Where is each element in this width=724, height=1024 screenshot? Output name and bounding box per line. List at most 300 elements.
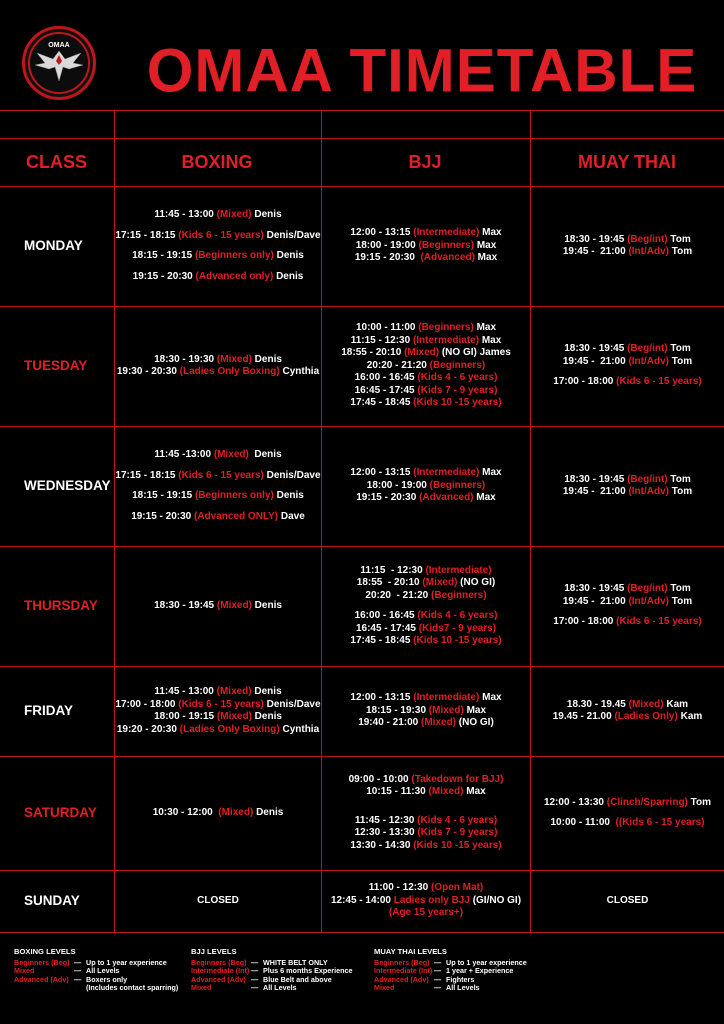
schedule-cell-muay-thai — [531, 756, 724, 870]
schedule-cell-bjj — [322, 306, 530, 426]
class-time: 16:45 - 17:45 — [354, 384, 418, 396]
class-entry — [154, 600, 282, 613]
class-time: 18:30 - 19:45 — [564, 473, 628, 485]
legend-desc: WHITE BELT ONLY — [263, 958, 328, 968]
class-time: CLOSED — [197, 894, 239, 906]
class-level: (Beginners only) — [194, 490, 274, 501]
legend-dash: — — [251, 958, 259, 968]
class-time: 18:15 - 19:15 — [132, 490, 195, 501]
class-entry — [369, 882, 483, 895]
class-instructor: (NO GI) James — [439, 347, 511, 359]
class-time: 16:45 - 17:45 — [355, 622, 419, 634]
class-entry — [131, 511, 305, 524]
schedule-cell-bjj — [322, 546, 530, 666]
class-instructor: Tom — [669, 355, 693, 367]
class-instructor: Kam — [677, 711, 703, 722]
class-time: 18:30 - 19:45 — [154, 599, 217, 611]
class-instructor: Denis — [251, 353, 282, 365]
class-level: (Beginners only) — [194, 250, 274, 261]
class-entry — [115, 699, 320, 712]
class-entry — [115, 230, 320, 243]
class-instructor: Cynthia — [279, 366, 320, 377]
class-level: (Beg/int) — [627, 343, 668, 355]
class-entry — [154, 354, 282, 367]
legend-title: BOXING LEVELS — [14, 947, 76, 956]
header-boxing: BOXING — [181, 151, 253, 172]
legend-dash: — — [434, 974, 442, 984]
legend-title: MUAY THAI LEVELS — [374, 947, 447, 956]
class-instructor: Denis — [248, 449, 282, 460]
class-entry — [553, 376, 701, 389]
class-level: (Open Mat) — [431, 882, 484, 894]
logo-text: OMAA — [48, 42, 70, 49]
class-instructor: Tom — [687, 796, 712, 808]
day-label: SATURDAY — [24, 804, 97, 820]
day-label: WEDNESDAY — [24, 477, 111, 493]
class-time: 18:15 - 19:15 — [132, 250, 195, 261]
class-level: (Int/Adv) — [628, 486, 669, 497]
schedule-cell-bjj — [322, 186, 530, 306]
class-entry — [197, 895, 239, 908]
class-time: 19.45 - 21.00 — [552, 711, 615, 722]
class-entry — [350, 635, 501, 648]
class-entry — [367, 480, 485, 493]
legend-title: BJJ LEVELS — [191, 947, 237, 956]
class-level: (Int/Adv) — [628, 595, 669, 607]
class-instructor: Denis — [251, 209, 282, 220]
class-level: (Mixed) — [428, 704, 464, 716]
class-entry — [115, 470, 320, 483]
class-time: 11:45 - 13:00 — [154, 686, 217, 697]
day-label: TUESDAY — [24, 357, 88, 373]
schedule-cell-muay-thai — [531, 306, 724, 426]
class-level: (Kids 6 - 15 years) — [178, 229, 264, 241]
class-time: 16:00 - 16:45 — [354, 372, 418, 384]
class-time: 12:30 - 13:30 — [354, 827, 418, 839]
class-entry — [154, 449, 281, 462]
class-instructor: Max — [473, 322, 497, 334]
class-level: (Mixed) — [428, 786, 464, 798]
class-instructor: Denis — [251, 686, 282, 697]
class-instructor: Max — [474, 252, 498, 264]
class-entry — [607, 895, 649, 908]
class-instructor: Denis — [273, 250, 304, 261]
class-instructor: Cynthia — [279, 723, 320, 735]
class-time: 12:00 - 13:15 — [350, 692, 414, 704]
class-level: (Ladies Only Boxing) — [179, 366, 280, 377]
class-time: 17:00 - 18:00 — [553, 616, 617, 628]
class-instructor: Denis/Dave — [263, 229, 321, 241]
class-time: CLOSED — [606, 894, 649, 906]
class-level: (Takedown for BJJ) — [411, 773, 504, 785]
class-level: (Advanced ONLY) — [194, 510, 279, 522]
grid-line — [0, 110, 724, 111]
class-level: (Mixed) — [218, 806, 254, 818]
class-time: 19:45 - 21:00 — [562, 595, 629, 607]
class-level: (Clinch/Sparring) — [606, 796, 688, 808]
class-entry — [567, 699, 688, 712]
class-level: (Kids7 - 9 years) — [418, 622, 497, 634]
schedule-cell-bjj — [322, 870, 530, 932]
class-time: 18:30 - 19:45 — [564, 233, 628, 245]
class-level: (Mixed) — [216, 599, 252, 611]
legend-key: Intermediate (Int) — [374, 966, 433, 976]
legend-key: Mixed — [191, 982, 212, 992]
legend-key: Advanced (Adv) — [374, 974, 429, 984]
class-instructor: (NO GI) — [457, 577, 496, 588]
class-entry — [356, 322, 496, 335]
class-level: (Kids 10 -15 years) — [413, 397, 502, 409]
legend-key: Advanced (Adv) — [14, 974, 69, 984]
class-entry — [351, 335, 502, 348]
class-level: (Intermediate) — [413, 227, 480, 239]
class-level: ((Kids 6 - 15 years) — [615, 817, 705, 828]
legend-desc: Boxers only — [86, 974, 128, 984]
legend-dash: — — [251, 974, 259, 984]
schedule-cell-muay-thai — [531, 870, 724, 932]
schedule-cell-boxing — [115, 756, 321, 870]
class-entry — [357, 577, 495, 590]
class-level: (Ladies Only Boxing) — [179, 723, 280, 735]
class-level: (Intermediate) — [425, 564, 492, 576]
class-time: 17:15 - 18:15 — [115, 469, 179, 481]
class-entry — [389, 907, 463, 920]
schedule-cell-boxing — [115, 546, 321, 666]
schedule-cell-muay-thai — [531, 426, 724, 546]
class-time: 19:45 - 21:00 — [562, 246, 629, 257]
class-level: (Int/Adv) — [628, 355, 669, 367]
legend-desc: All Levels — [263, 982, 297, 992]
class-time: 16:00 - 16:45 — [354, 610, 418, 621]
legend-dash — [74, 984, 86, 992]
class-level: (Kids 4 - 6 years) — [417, 610, 498, 621]
class-entry — [564, 343, 691, 356]
class-time: 11:45 -13:00 — [154, 449, 214, 460]
class-entry — [360, 565, 491, 578]
class-level: (Beginners) — [418, 322, 474, 334]
legend-desc: All Levels — [86, 966, 120, 976]
class-entry — [553, 616, 701, 629]
legend-desc: (Includes contact sparring) — [86, 982, 179, 992]
class-time: 18:00 - 19:15 — [154, 711, 217, 722]
class-time: 11:00 - 12:30 — [368, 882, 432, 894]
class-entry — [154, 686, 281, 699]
class-entry — [117, 366, 319, 379]
class-time: 11:45 - 12:30 — [354, 814, 418, 826]
class-entry — [544, 797, 711, 810]
class-time: 18:55 - 20:10 — [356, 577, 423, 588]
schedule-cell-boxing — [115, 186, 321, 306]
class-level: (Ladies Only) — [614, 711, 678, 722]
class-instructor: Denis — [273, 490, 304, 501]
class-time: 10:15 - 11:30 — [366, 786, 429, 798]
schedule-cell-bjj — [322, 756, 530, 870]
class-level: (Mixed) — [216, 686, 252, 697]
legend-key — [14, 984, 74, 992]
class-instructor: Tom — [667, 233, 691, 245]
class-level: (Mixed) — [422, 577, 458, 588]
class-instructor: Tom — [667, 473, 691, 485]
schedule-cell-boxing — [115, 306, 321, 426]
class-level: (Beginners) — [429, 359, 486, 371]
legend-desc: Up to 1 year experience — [86, 958, 167, 968]
class-time: 19:15 - 20:30 — [132, 270, 196, 282]
class-time: 12:00 - 13:30 — [543, 796, 607, 808]
class-entry — [154, 209, 281, 222]
class-time: 19:30 - 20:30 — [116, 366, 180, 377]
class-level: (Intermediate) — [413, 467, 480, 479]
class-entry — [366, 705, 486, 718]
class-level: (Advanced) — [419, 492, 474, 504]
legend-key: Beginners (Beg) — [374, 958, 430, 968]
header-class: CLASS — [25, 151, 87, 172]
legend-dash: — — [434, 966, 442, 976]
class-time: 17:45 - 18:45 — [350, 397, 414, 409]
class-time: 12:00 - 13:15 — [350, 467, 414, 479]
day-label: THURSDAY — [24, 597, 98, 613]
header-bjj: BJJ — [408, 151, 442, 172]
legend-key: Intermediate (Int) — [191, 966, 250, 976]
class-instructor: Kam — [663, 698, 689, 710]
class-time: 12:00 - 13:15 — [350, 227, 414, 239]
legend-dash: — — [434, 958, 442, 968]
grid-line — [0, 138, 724, 139]
class-time: 10:00 - 11:00 — [355, 322, 419, 334]
legend-desc: Up to 1 year experience — [446, 958, 527, 968]
class-time: 19:45 - 21:00 — [562, 355, 629, 367]
class-entry — [355, 815, 497, 828]
class-time: 11:15 - 12:30 — [350, 334, 413, 346]
class-entry — [133, 271, 304, 284]
class-time: 17:00 - 18:00 — [553, 376, 617, 388]
class-instructor: Max — [463, 786, 486, 798]
class-instructor: Tom — [669, 595, 693, 607]
class-entry — [563, 356, 692, 369]
class-level: (Mixed) — [404, 347, 440, 359]
class-time: 18:00 - 19:00 — [366, 479, 430, 491]
class-time: 19:40 - 21:00 — [358, 717, 422, 729]
day-label: FRIDAY — [24, 702, 74, 718]
class-entry — [132, 490, 304, 503]
class-entry — [350, 397, 501, 410]
class-entry — [350, 467, 501, 480]
class-time: 18:00 - 19:00 — [355, 239, 419, 251]
schedule-cell-bjj — [322, 666, 530, 756]
class-entry — [563, 596, 692, 609]
class-instructor: Max — [479, 692, 502, 704]
class-instructor: Tom — [669, 246, 693, 257]
class-time: 17:45 - 18:45 — [350, 635, 414, 646]
day-label: MONDAY — [24, 237, 83, 253]
class-entry — [355, 827, 498, 840]
legend-row — [14, 984, 178, 992]
class-level: (Beginners) — [429, 479, 486, 491]
class-time: 18:30 - 19:45 — [564, 583, 628, 595]
class-level: (Beg/int) — [627, 583, 668, 595]
grid-line — [0, 932, 724, 933]
class-instructor: Tom — [667, 343, 691, 355]
legend-dash: — — [434, 982, 442, 992]
class-entry — [117, 724, 319, 737]
class-entry — [356, 240, 497, 253]
class-time: 20:20 - 21:20 — [366, 359, 430, 371]
legend-key: Advanced (Adv) — [191, 974, 246, 984]
class-time: 19:45 - 21:00 — [562, 486, 629, 497]
legend-key: Mixed — [374, 982, 395, 992]
class-level: (Mixed) — [421, 717, 457, 729]
class-entry — [132, 250, 304, 263]
class-level: (Kids 10 -15 years) — [413, 839, 502, 851]
day-label: SUNDAY — [24, 892, 80, 908]
class-time: 10:30 - 12:00 — [152, 806, 219, 818]
class-level: (Mixed) — [213, 449, 249, 460]
class-time: 09:00 - 10:00 — [348, 773, 412, 785]
class-entry — [563, 246, 692, 259]
class-entry — [551, 817, 705, 830]
legend-dash: — — [74, 958, 82, 968]
class-time: 13:30 - 14:30 — [350, 839, 414, 851]
class-instructor: Max — [463, 704, 487, 716]
class-entry — [563, 486, 692, 499]
class-time: 11:15 - 12:30 — [360, 564, 426, 576]
class-entry — [350, 692, 501, 705]
class-entry — [367, 360, 485, 373]
legend-desc: Blue Belt and above — [263, 974, 332, 984]
schedule-cell-muay-thai — [531, 546, 724, 666]
class-time: 19:15 - 20:30 — [356, 492, 420, 504]
class-level: (Kids 6 - 15 years) — [178, 698, 264, 710]
class-level: (Advanced only) — [195, 270, 274, 282]
class-instructor: Denis — [251, 599, 282, 611]
class-instructor: Denis/Dave — [263, 698, 321, 710]
class-instructor: Denis — [253, 806, 284, 818]
class-level: (Intermediate) — [412, 334, 480, 346]
legend-desc: Plus 6 months Experience — [263, 966, 353, 976]
schedule-cell-boxing — [115, 666, 321, 756]
header-muay-thai: MUAY THAI — [577, 151, 676, 172]
class-level: (Beg/int) — [627, 473, 668, 485]
class-level: (Beginners) — [418, 239, 475, 251]
legend-bjj — [191, 948, 352, 992]
class-time: 11:45 - 13:00 — [154, 209, 217, 220]
class-level: (Mixed) — [216, 353, 252, 365]
legend-row — [191, 984, 352, 992]
class-entry — [350, 840, 501, 853]
class-entry — [366, 786, 486, 799]
schedule-cell-boxing — [115, 870, 321, 932]
legend-muay-thai — [374, 948, 527, 992]
class-instructor: Tom — [669, 486, 693, 497]
class-level: (Intermediate) — [413, 692, 480, 704]
class-level: (Kids 10 -15 years) — [413, 635, 502, 646]
legend-key: Mixed — [14, 966, 35, 976]
class-instructor: Denis — [251, 711, 282, 722]
class-level: (Kids 6 - 15 years) — [178, 469, 264, 481]
class-instructor: (GI/NO GI) — [469, 894, 522, 906]
legend-key: Beginners (Beg) — [14, 958, 70, 968]
class-time: 20:20 - 21:20 — [365, 589, 432, 601]
class-level: (Kids 6 - 15 years) — [616, 616, 702, 628]
class-level: (Kids 4 - 6 years) — [417, 814, 498, 826]
class-level: Ladies only BJJ — [393, 894, 470, 906]
class-level: (Mixed) — [216, 711, 252, 722]
class-instructor: Denis — [273, 270, 304, 282]
class-instructor: Max — [479, 467, 502, 479]
class-instructor: Max — [479, 227, 502, 239]
class-entry — [331, 895, 521, 908]
legend-dash: — — [74, 966, 82, 976]
class-entry — [341, 347, 511, 360]
class-time: 18:30 - 19:45 — [564, 343, 628, 355]
class-instructor: Denis/Dave — [263, 469, 321, 481]
class-entry — [154, 711, 282, 724]
class-instructor: Max — [474, 239, 497, 251]
class-level: (Kids 7 - 9 years) — [417, 827, 498, 839]
legend-key: Beginners (Beg) — [191, 958, 247, 968]
class-entry — [358, 717, 494, 730]
class-level: (Beginners) — [431, 589, 487, 601]
class-entry — [355, 252, 497, 265]
class-entry — [564, 234, 691, 247]
class-level: (Mixed) — [216, 209, 252, 220]
class-time: 19:15 - 20:30 — [131, 510, 195, 522]
class-time: 18.30 - 19.45 — [566, 698, 629, 710]
class-time: 18:30 - 19:30 — [154, 353, 217, 365]
class-level: (Mixed) — [628, 698, 664, 710]
class-instructor: Max — [473, 492, 496, 504]
class-instructor: Max — [479, 334, 502, 346]
class-time: 18:55 - 20:10 — [341, 347, 405, 359]
class-entry — [153, 807, 284, 820]
legend-boxing — [14, 948, 178, 992]
schedule-cell-muay-thai — [531, 666, 724, 756]
class-instructor: Tom — [667, 583, 691, 595]
schedule-cell-bjj — [322, 426, 530, 546]
class-entry — [564, 474, 691, 487]
class-time: 17:00 - 18:00 — [115, 698, 179, 710]
class-entry — [356, 623, 496, 636]
class-entry — [564, 583, 691, 596]
class-time: 19:20 - 20:30 — [116, 723, 180, 735]
class-level: (Int/Adv) — [628, 246, 669, 257]
class-entry — [553, 711, 703, 724]
class-entry — [349, 774, 504, 787]
legend-dash: — — [251, 966, 259, 976]
class-entry — [350, 227, 501, 240]
class-level: (Age 15 years+) — [388, 907, 464, 919]
class-level: (Beg/int) — [627, 233, 668, 245]
legend-desc: Fighters — [446, 974, 475, 984]
class-level: (Kids 4 - 6 years) — [417, 372, 498, 384]
class-time: 12:45 - 14:00 — [330, 894, 394, 906]
page-title: OMAA TIMETABLE — [146, 36, 698, 105]
class-level: (Kids 7 - 9 years) — [417, 384, 498, 396]
schedule-cell-muay-thai — [531, 186, 724, 306]
class-entry — [355, 610, 498, 623]
legend-dash: — — [251, 982, 259, 992]
legend-row — [374, 984, 527, 992]
class-entry — [365, 590, 486, 603]
class-entry — [355, 385, 498, 398]
class-time: 18:15 - 19:30 — [365, 704, 429, 716]
class-level: (Advanced) — [420, 252, 475, 264]
legend-desc: 1 year + Experience — [446, 966, 514, 976]
class-instructor: Dave — [278, 510, 305, 522]
legend-dash: — — [74, 974, 82, 984]
class-time: 19:15 - 20:30 — [354, 252, 421, 264]
schedule-cell-boxing — [115, 426, 321, 546]
class-entry — [356, 492, 496, 505]
